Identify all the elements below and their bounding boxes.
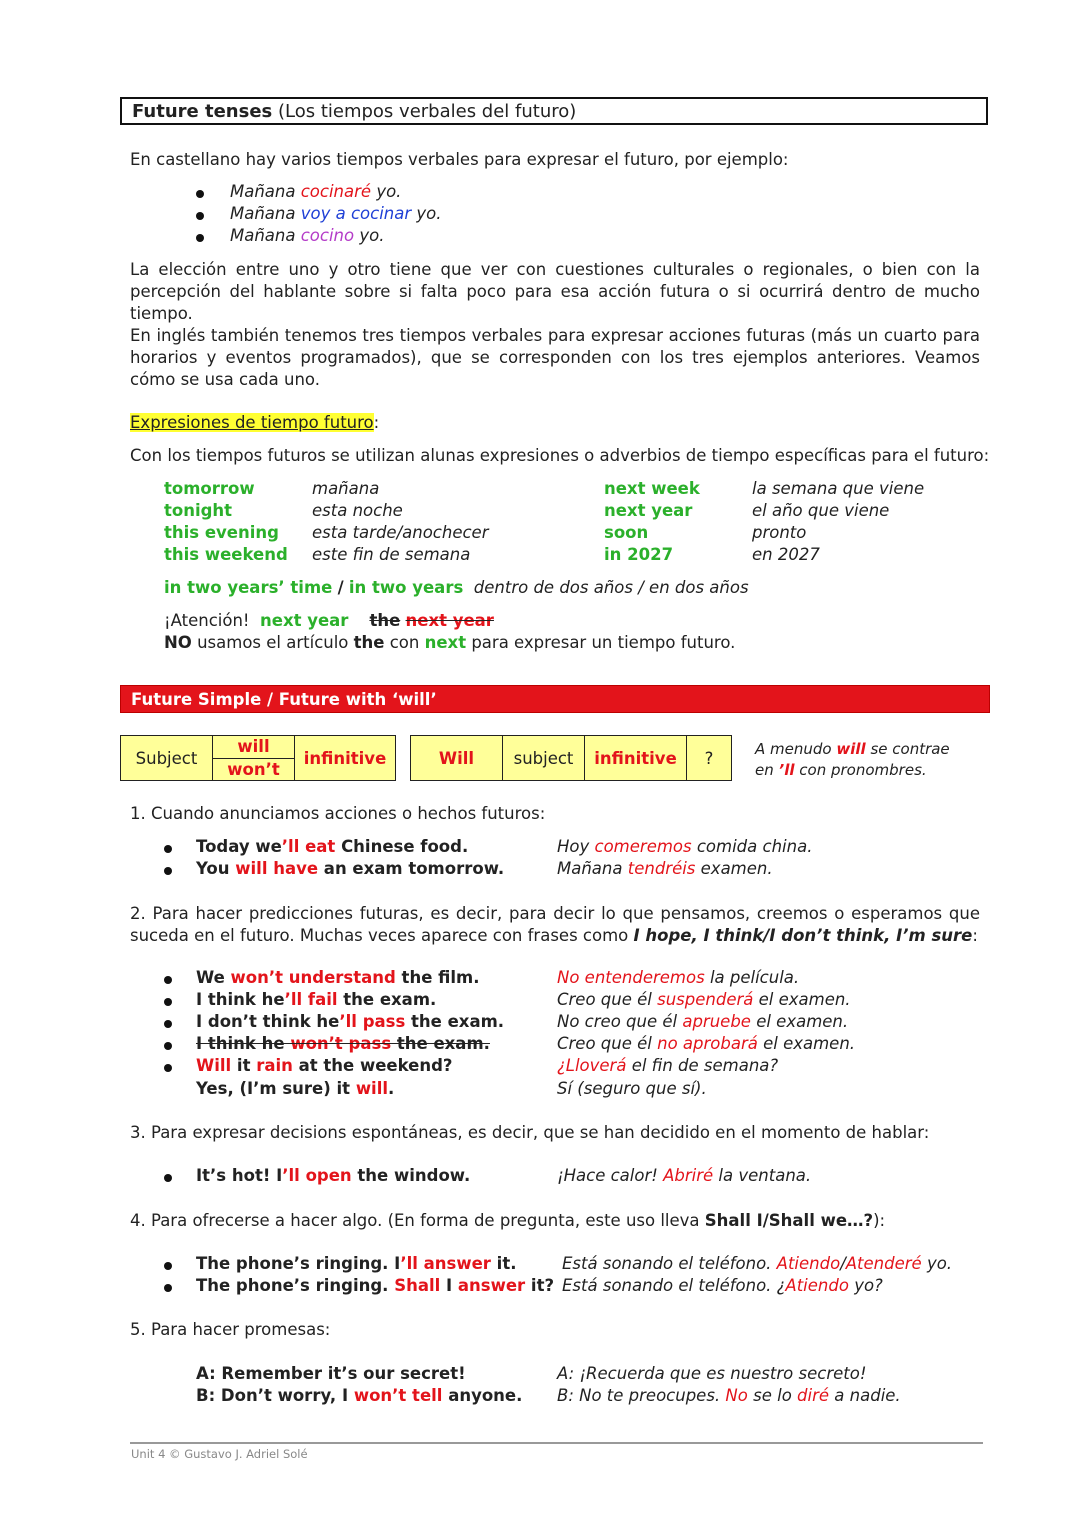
- bullet-icon: [164, 1064, 172, 1072]
- bullet-icon: [196, 212, 204, 220]
- bullet-icon: [164, 976, 172, 984]
- expr-right-en: next year: [604, 501, 693, 520]
- use-3-heading: 3. Para expresar decisions espontáneas, es decir, que se han decidido en el momento de hablar:: [130, 1123, 930, 1142]
- use-2-example-en: I think he’ll fail the exam.: [196, 990, 437, 1009]
- infinitive-cell: infinitive: [585, 736, 687, 780]
- use-5-heading: 5. Para hacer promesas:: [130, 1320, 331, 1339]
- no-article-line: NO usamos el artículo the con next para expresar un tiempo futuro.: [164, 633, 736, 652]
- use-4-heading: 4. Para ofrecerse a hacer algo. (En forma de pregunta, este uso lleva Shall I/Shall we…?):: [130, 1211, 886, 1230]
- expr-left-en: this weekend: [164, 545, 288, 564]
- use-5-dialogue-a-en: A: Remember it’s our secret!: [196, 1364, 466, 1383]
- use-4-example-es: Está sonando el teléfono. ¿Atiendo yo?: [562, 1276, 883, 1295]
- subject-cell: Subject: [121, 736, 213, 780]
- expressions-heading: Expresiones de tiempo futuro:: [130, 413, 380, 432]
- use-4-example-en: The phone’s ringing. I’ll answer it.: [196, 1254, 517, 1273]
- use-1-example-en: Today we’ll eat Chinese food.: [196, 837, 469, 856]
- use-2-example-en: Will it rain at the weekend?: [196, 1056, 453, 1075]
- expr-right-en: next week: [604, 479, 700, 498]
- bullet-icon: [164, 867, 172, 875]
- expr-right-en: in 2027: [604, 545, 674, 564]
- expr-left-en: tomorrow: [164, 479, 255, 498]
- attention-line: ¡Atención! next year the next year: [164, 611, 494, 630]
- use-2-example-en: We won’t understand the film.: [196, 968, 480, 987]
- use-2-example-es: No creo que él apruebe el examen.: [557, 1012, 849, 1031]
- bullet-icon: [164, 1020, 172, 1028]
- use-1-example-es: Hoy comeremos comida china.: [557, 837, 813, 856]
- example-1: Mañana cocinaré yo.: [230, 182, 402, 201]
- bullet-icon: [196, 190, 204, 198]
- use-1-example-en: You will have an exam tomorrow.: [196, 859, 505, 878]
- question-mark-cell: ?: [704, 748, 714, 768]
- footer-divider: [130, 1442, 983, 1444]
- expr-left-es: esta tarde/anochecer: [312, 523, 489, 542]
- use-2-heading: 2. Para hacer predicciones futuras, es decir, para decir lo que pensamos, creemos o esperamos que suceda en el futuro. Muchas veces aparece con frases como I hope, I think/I don’t think, I’m sure:: [130, 904, 980, 945]
- expr-left-es: mañana: [312, 479, 380, 498]
- use-1-heading: 1. Cuando anunciamos acciones o hechos futuros:: [130, 804, 546, 823]
- footer-text: Unit 4 © Gustavo J. Adriel Solé: [131, 1447, 308, 1461]
- use-2-answer-es: Sí (seguro que sí).: [557, 1079, 707, 1098]
- paragraph-1: La elección entre uno y otro tiene que ver con cuestiones culturales o regionales, o bien con la percepción del hablante sobre si falta poco para esa acción futura o si ocurrirá dentro de mucho tiempo.: [130, 260, 980, 323]
- bullet-icon: [196, 234, 204, 242]
- title-rest: (Los tiempos verbales del futuro): [277, 101, 577, 122]
- expr-right-es: en 2027: [752, 545, 820, 564]
- use-5-dialogue-b-en: B: Don’t worry, I won’t tell anyone.: [196, 1386, 523, 1405]
- use-4-example-es: Está sonando el teléfono. Atiendo/Atenderé yo.: [562, 1254, 953, 1273]
- infinitive-cell: infinitive: [303, 748, 387, 768]
- contraction-note-2: en ’ll con pronombres.: [755, 761, 927, 779]
- two-years-line: in two years’ time / in two years dentro de dos años / en dos años: [164, 578, 749, 597]
- expr-right-en: soon: [604, 523, 649, 542]
- use-2-example-es: Creo que él suspenderá el examen.: [557, 990, 851, 1009]
- bullet-icon: [164, 845, 172, 853]
- question-structure-table: [410, 735, 732, 781]
- bullet-icon: [164, 1174, 172, 1182]
- use-2-example-es: No entenderemos la película.: [557, 968, 800, 987]
- will-cell: Will: [411, 736, 503, 780]
- expr-right-es: la semana que viene: [752, 479, 925, 498]
- expressions-intro: Con los tiempos futuros se utilizan alunas expresiones o adverbios de tiempo específicas para el futuro:: [130, 446, 990, 465]
- use-1-example-es: Mañana tendréis examen.: [557, 859, 773, 878]
- affirmative-structure-table: [120, 735, 396, 781]
- use-2-example-es: Creo que él no aprobará el examen.: [557, 1034, 856, 1053]
- expr-left-en: this evening: [164, 523, 279, 542]
- use-2-example-es: ¿Lloverá el fin de semana?: [557, 1056, 779, 1075]
- contraction-note-1: A menudo will se contrae: [755, 740, 950, 758]
- bullet-icon: [164, 1042, 172, 1050]
- section-title-bar: Future Simple / Future with ‘will’: [120, 685, 990, 713]
- title-bold: Future tenses: [132, 101, 273, 122]
- example-3: Mañana cocino yo.: [230, 226, 385, 245]
- intro-text: En castellano hay varios tiempos verbales para expresar el futuro, por ejemplo:: [130, 150, 789, 169]
- use-2-incorrect-example-en: I think he won’t pass the exam.: [196, 1034, 490, 1053]
- bullet-icon: [164, 1284, 172, 1292]
- expr-right-es: pronto: [752, 523, 807, 542]
- page-title: [120, 97, 988, 125]
- expr-left-es: este fin de semana: [312, 545, 471, 564]
- use-5-dialogue-b-es: B: No te preocupes. No se lo diré a nadie.: [557, 1386, 901, 1405]
- use-3-example-en: It’s hot! I’ll open the window.: [196, 1166, 471, 1185]
- expr-left-es: esta noche: [312, 501, 403, 520]
- bullet-icon: [164, 1262, 172, 1270]
- paragraph-2: En inglés también tenemos tres tiempos verbales para expresar acciones futuras (más un cuarto para horarios y eventos programados), que se corresponden con los tres ejemplos anteriores. Veamos cómo se usa cada uno.: [130, 326, 980, 389]
- expr-right-es: el año que viene: [752, 501, 890, 520]
- use-4-example-en: The phone’s ringing. Shall I answer it?: [196, 1276, 555, 1295]
- use-2-answer-en: Yes, (I’m sure) it will.: [196, 1079, 395, 1098]
- use-5-dialogue-a-es: A: ¡Recuerda que es nuestro secreto!: [557, 1364, 867, 1383]
- use-3-example-es: ¡Hace calor! Abriré la ventana.: [557, 1166, 812, 1185]
- subject-cell: subject: [503, 736, 585, 780]
- example-2: Mañana voy a cocinar yo.: [230, 204, 442, 223]
- use-2-example-en: I don’t think he’ll pass the exam.: [196, 1012, 505, 1031]
- will-wont-cell: will won’t: [213, 736, 295, 780]
- expr-left-en: tonight: [164, 501, 233, 520]
- bullet-icon: [164, 998, 172, 1006]
